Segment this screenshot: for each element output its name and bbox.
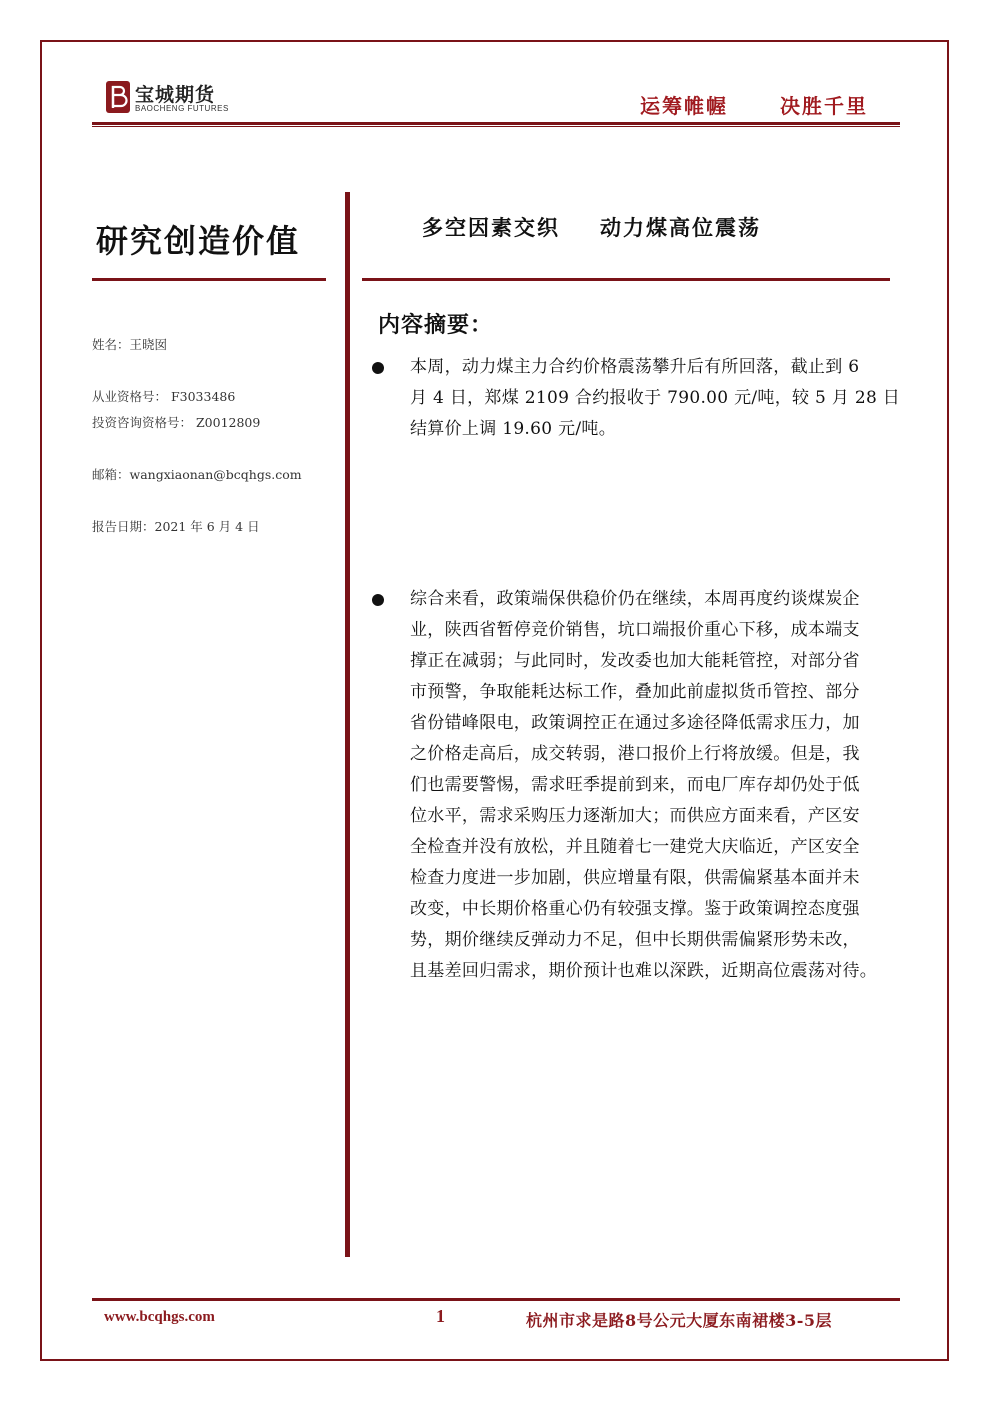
slogan-left: 运筹帷幄 — [640, 94, 728, 118]
paragraph-line: 改变，中长期价格重心仍有较强支撑。鉴于政策调控态度强 — [410, 899, 860, 919]
logo-text-en: BAOCHENG FUTURES — [135, 104, 229, 113]
paragraph-line: 检查力度进一步加剧，供应增量有限，供需偏紧基本面并未 — [410, 868, 860, 888]
paragraph-line: 全检查并没有放松，并且随着七一建党大庆临近，产区安全 — [410, 837, 860, 857]
left-title-rule — [92, 278, 326, 281]
report-title — [422, 212, 761, 242]
paragraph-line: 们也需要警惕，需求旺季提前到来，而电厂库存却仍处于低 — [410, 775, 860, 795]
header-divider — [92, 122, 900, 125]
paragraph-line: 月 4 日，郑煤 2109 合约报收于 790.00 元/吨，较 5 月 28 日 — [410, 388, 901, 408]
author-name: 姓名：王晓囡 — [92, 337, 168, 352]
report-date: 报告日期：2021 年 6 月 4 日 — [92, 519, 260, 534]
paragraph-line: 撑正在减弱；与此同时，发改委也加大能耗管控，对部分省 — [410, 651, 860, 671]
consult-qualification-number: 投资咨询资格号： Z0012809 — [92, 415, 261, 430]
author-email: 邮箱：wangxiaonan@bcqhgs.com — [92, 467, 302, 482]
footer-divider — [92, 1298, 900, 1301]
summary-heading: 内容摘要： — [378, 312, 494, 338]
report-title-part2: 动力煤高位震荡 — [600, 215, 761, 240]
paragraph-line: 且基差回归需求，期价预计也难以深跌，近期高位震荡对待。 — [410, 961, 878, 981]
slogan-right: 决胜千里 — [780, 94, 868, 118]
summary-paragraph-2 — [410, 584, 930, 987]
summary-paragraph-1 — [410, 352, 930, 445]
footer-website-link[interactable]: www.bcqhgs.com — [104, 1309, 215, 1325]
column-divider — [345, 192, 350, 1257]
company-logo — [105, 78, 275, 116]
paragraph-line: 市预警，争取能耗达标工作，叠加此前虚拟货币管控、部分 — [410, 682, 860, 702]
left-title: 研究创造价值 — [96, 222, 301, 260]
qualification-number: 从业资格号： F3033486 — [92, 389, 236, 404]
paragraph-line: 省份错峰限电，政策调控正在通过多途径降低需求压力，加 — [410, 713, 860, 733]
logo-mark-icon — [105, 80, 131, 114]
page-number: 1 — [436, 1306, 445, 1326]
title-rule — [362, 278, 890, 281]
header-slogan — [640, 90, 868, 119]
paragraph-line: 位水平，需求采购压力逐渐加大；而供应方面来看，产区安 — [410, 806, 860, 826]
paragraph-line: 势，期价继续反弹动力不足，但中长期供需偏紧形势未改， — [410, 930, 860, 950]
bullet-icon — [372, 362, 384, 374]
footer-address: 杭州市求是路8号公元大厦东南裙楼3-5层 — [526, 1311, 833, 1330]
logo-text-cn: 宝城期货 — [135, 84, 216, 106]
paragraph-line: 之价格走高后，成交转弱，港口报价上行将放缓。但是，我 — [410, 744, 860, 764]
paragraph-line: 本周，动力煤主力合约价格震荡攀升后有所回落，截止到 6 — [410, 357, 860, 377]
paragraph-line: 业，陕西省暂停竞价销售，坑口端报价重心下移，成本端支 — [410, 620, 860, 640]
paragraph-line: 结算价上调 19.60 元/吨。 — [410, 419, 617, 439]
paragraph-line: 综合来看，政策端保供稳价仍在继续，本周再度约谈煤炭企 — [410, 589, 860, 609]
header-divider-thin — [92, 126, 900, 127]
bullet-icon — [372, 594, 384, 606]
report-title-part1: 多空因素交织 — [422, 215, 560, 240]
